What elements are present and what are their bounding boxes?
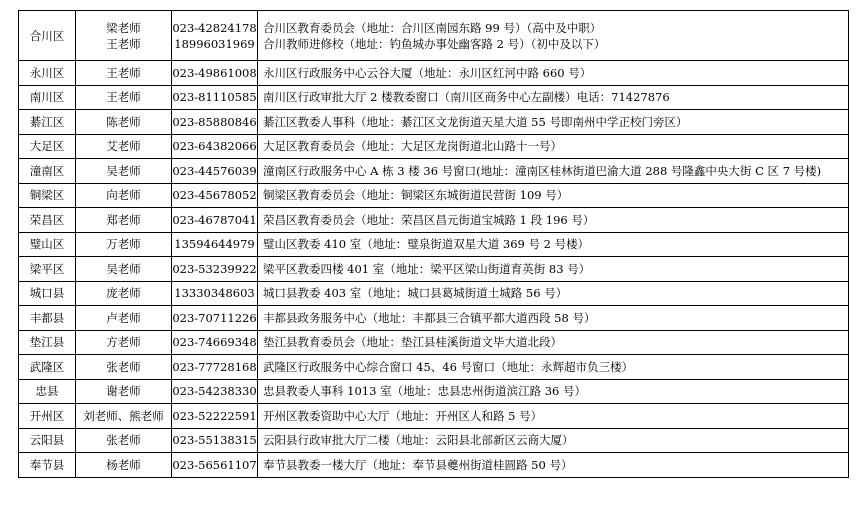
phone-cell: [172, 453, 258, 478]
phone-cell-line: 023-64382066: [172, 139, 257, 154]
table-row: [19, 306, 849, 331]
address-cell-line: 垫江县教育委员会（地址：垫江县桂溪街道文毕大道北段）: [263, 335, 562, 350]
teacher-cell-line: 艾老师: [106, 139, 141, 154]
district-cell: 忠县: [19, 379, 76, 404]
address-cell: [258, 355, 849, 380]
teacher-cell-line: 卢老师: [106, 310, 141, 325]
address-cell-line: 荣昌区教育委员会（地址：荣昌区昌元街道宝城路 1 段 196 号）: [263, 212, 595, 227]
phone-cell-line: 023-70711226: [172, 310, 257, 325]
district-cell: 荣昌区: [19, 208, 76, 233]
teacher-cell-line: 王老师: [106, 36, 141, 51]
table-row: [19, 183, 849, 208]
table-row: [19, 232, 849, 257]
phone-cell: [172, 379, 258, 404]
address-cell: [258, 134, 849, 159]
contact-table-body: [19, 11, 849, 478]
phone-cell-line: 023-74669348: [172, 335, 257, 350]
teacher-cell: [76, 134, 172, 159]
district-cell: 綦江区: [19, 110, 76, 135]
district-cell: 垫江县: [19, 330, 76, 355]
table-row: [19, 428, 849, 453]
phone-cell-line: 023-44576039: [172, 163, 257, 178]
address-cell-line: 璧山区教委 410 室（地址：璧泉街道双星大道 369 号 2 号楼）: [263, 237, 590, 252]
phone-cell-line: 023-45678052: [172, 188, 257, 203]
teacher-cell-line: 郑老师: [106, 212, 141, 227]
district-cell: 潼南区: [19, 159, 76, 184]
phone-cell-line: 023-49861008: [172, 65, 257, 80]
address-cell-line: 永川区行政服务中心云谷大厦（地址：永川区红河中路 660 号）: [263, 65, 592, 80]
teacher-cell: [76, 85, 172, 110]
district-cell: 丰都县: [19, 306, 76, 331]
phone-cell-line: 023-52222591: [172, 408, 257, 423]
teacher-cell-line: 张老师: [106, 433, 141, 448]
district-cell: 璧山区: [19, 232, 76, 257]
table-row: [19, 281, 849, 306]
teacher-cell-line: 杨老师: [106, 457, 141, 472]
address-cell-line: 綦江区教委人事科（地址：綦江区文龙街道天星大道 55 号即南州中学正校门旁区）: [263, 114, 688, 129]
district-cell: 大足区: [19, 134, 76, 159]
address-cell: [258, 453, 849, 478]
table-row: [19, 159, 849, 184]
address-cell-line: 忠县教委人事科 1013 室（地址：忠县忠州街道滨江路 36 号）: [263, 384, 587, 399]
teacher-cell: [76, 257, 172, 282]
teacher-cell: [76, 11, 172, 61]
address-cell-line: 开州区教委资助中心大厅（地址：开州区人和路 5 号）: [263, 408, 543, 423]
teacher-cell-line: 万老师: [106, 237, 141, 252]
teacher-cell: [76, 232, 172, 257]
district-cell: 奉节县: [19, 453, 76, 478]
district-cell: 南川区: [19, 85, 76, 110]
address-cell-line: 合川区教育委员会（地址：合川区南园东路 99 号）（高中及中职）: [263, 20, 602, 35]
table-row: [19, 355, 849, 380]
address-cell-line: 城口县教委 403 室（地址：城口县葛城街道土城路 56 号）: [263, 286, 568, 301]
district-cell: 武隆区: [19, 355, 76, 380]
address-cell-line: 丰都县政务服务中心（地址：丰都县三合镇平都大道西段 58 号）: [263, 310, 596, 325]
table-row: [19, 330, 849, 355]
phone-cell: [172, 330, 258, 355]
phone-cell-line: 18996031969: [174, 36, 255, 51]
teacher-cell-line: 吴老师: [106, 261, 141, 276]
phone-cell: [172, 159, 258, 184]
teacher-cell-line: 梁老师: [106, 20, 141, 35]
district-cell: 永川区: [19, 61, 76, 86]
phone-cell: [172, 428, 258, 453]
phone-cell: [172, 404, 258, 429]
teacher-cell: [76, 208, 172, 233]
district-cell: 铜梁区: [19, 183, 76, 208]
table-row: [19, 208, 849, 233]
district-cell: 合川区: [19, 11, 76, 61]
phone-cell: [172, 232, 258, 257]
table-row: [19, 61, 849, 86]
teacher-cell: [76, 281, 172, 306]
teacher-cell-line: 王老师: [106, 90, 141, 105]
teacher-cell-line: 陈老师: [106, 114, 141, 129]
phone-cell: [172, 61, 258, 86]
phone-cell: [172, 257, 258, 282]
teacher-cell-line: 庞老师: [106, 286, 141, 301]
district-cell: 城口县: [19, 281, 76, 306]
phone-cell: [172, 11, 258, 61]
teacher-cell: [76, 404, 172, 429]
address-cell-line: 南川区行政审批大厅 2 楼教委窗口（南川区商务中心左副楼）电话：71427876: [263, 90, 670, 105]
contact-table: [18, 10, 849, 478]
phone-cell-line: 023-53239922: [172, 261, 257, 276]
phone-cell-line: 023-81110585: [172, 90, 257, 105]
address-cell: [258, 281, 849, 306]
teacher-cell-line: 谢老师: [106, 384, 141, 399]
phone-cell: [172, 208, 258, 233]
district-cell: 云阳县: [19, 428, 76, 453]
phone-cell-line: 023-55138315: [172, 433, 257, 448]
address-cell: [258, 330, 849, 355]
address-cell: [258, 11, 849, 61]
table-row: [19, 379, 849, 404]
address-cell-line: 大足区教育委员会（地址：大足区龙岗街道北山路十一号）: [263, 139, 562, 154]
phone-cell: [172, 85, 258, 110]
address-cell: [258, 257, 849, 282]
teacher-cell: [76, 330, 172, 355]
phone-cell: [172, 306, 258, 331]
address-cell-line: 云阳县行政审批大厅二楼（地址：云阳县北部新区云商大厦）: [263, 433, 574, 448]
address-cell-line: 铜梁区教育委员会（地址：铜梁区东城街道民营街 109 号）: [263, 188, 569, 203]
address-cell: [258, 85, 849, 110]
address-cell: [258, 159, 849, 184]
teacher-cell-line: 张老师: [106, 359, 141, 374]
address-cell-line: 奉节县教委一楼大厅（地址：奉节县夔州街道桂圆路 50 号）: [263, 457, 573, 472]
address-cell: [258, 428, 849, 453]
teacher-cell-line: 王老师: [106, 65, 141, 80]
table-row: [19, 85, 849, 110]
table-row: [19, 404, 849, 429]
address-cell: [258, 208, 849, 233]
teacher-cell: [76, 428, 172, 453]
phone-cell-line: 023-77728168: [172, 359, 257, 374]
phone-cell-line: 13330348603: [174, 286, 255, 301]
teacher-cell-line: 吴老师: [106, 163, 141, 178]
address-cell-line: 梁平区教委四楼 401 室（地址：梁平区梁山街道育英街 83 号）: [263, 261, 591, 276]
teacher-cell: [76, 110, 172, 135]
teacher-cell-line: 向老师: [106, 188, 141, 203]
address-cell-line: 武隆区行政服务中心综合窗口 45、46 号窗口（地址：永辉超市负三楼）: [263, 359, 634, 374]
address-cell: [258, 379, 849, 404]
teacher-cell: [76, 306, 172, 331]
phone-cell-line: 023-42824178: [172, 20, 257, 35]
phone-cell: [172, 183, 258, 208]
address-cell: [258, 61, 849, 86]
teacher-cell-line: 方老师: [106, 335, 141, 350]
phone-cell-line: 023-54238330: [172, 384, 257, 399]
phone-cell-line: 023-56561107: [172, 457, 257, 472]
table-row: [19, 11, 849, 61]
address-cell-line: 合川教师进修校（地址：钓鱼城办事处幽客路 2 号）（初中及以下）: [263, 36, 606, 51]
phone-cell-line: 13594644979: [174, 237, 255, 252]
table-row: [19, 453, 849, 478]
phone-cell: [172, 281, 258, 306]
teacher-cell-line: 刘老师、熊老师: [83, 408, 164, 423]
address-cell: [258, 306, 849, 331]
district-cell: 梁平区: [19, 257, 76, 282]
address-cell-line: 潼南区行政服务中心 A 栋 3 楼 36 号窗口(地址：潼南区桂林街道巴渝大道 288 号隆鑫中央大街 C 区 7 号楼): [263, 163, 822, 178]
table-row: [19, 257, 849, 282]
address-cell: [258, 232, 849, 257]
teacher-cell: [76, 355, 172, 380]
teacher-cell: [76, 379, 172, 404]
district-cell: 开州区: [19, 404, 76, 429]
phone-cell: [172, 110, 258, 135]
phone-cell-line: 023-85880846: [172, 114, 257, 129]
phone-cell: [172, 355, 258, 380]
teacher-cell: [76, 183, 172, 208]
teacher-cell: [76, 61, 172, 86]
table-row: [19, 110, 849, 135]
address-cell: [258, 110, 849, 135]
phone-cell: [172, 134, 258, 159]
address-cell: [258, 183, 849, 208]
teacher-cell: [76, 159, 172, 184]
address-cell: [258, 404, 849, 429]
phone-cell-line: 023-46787041: [172, 212, 257, 227]
table-row: [19, 134, 849, 159]
teacher-cell: [76, 453, 172, 478]
